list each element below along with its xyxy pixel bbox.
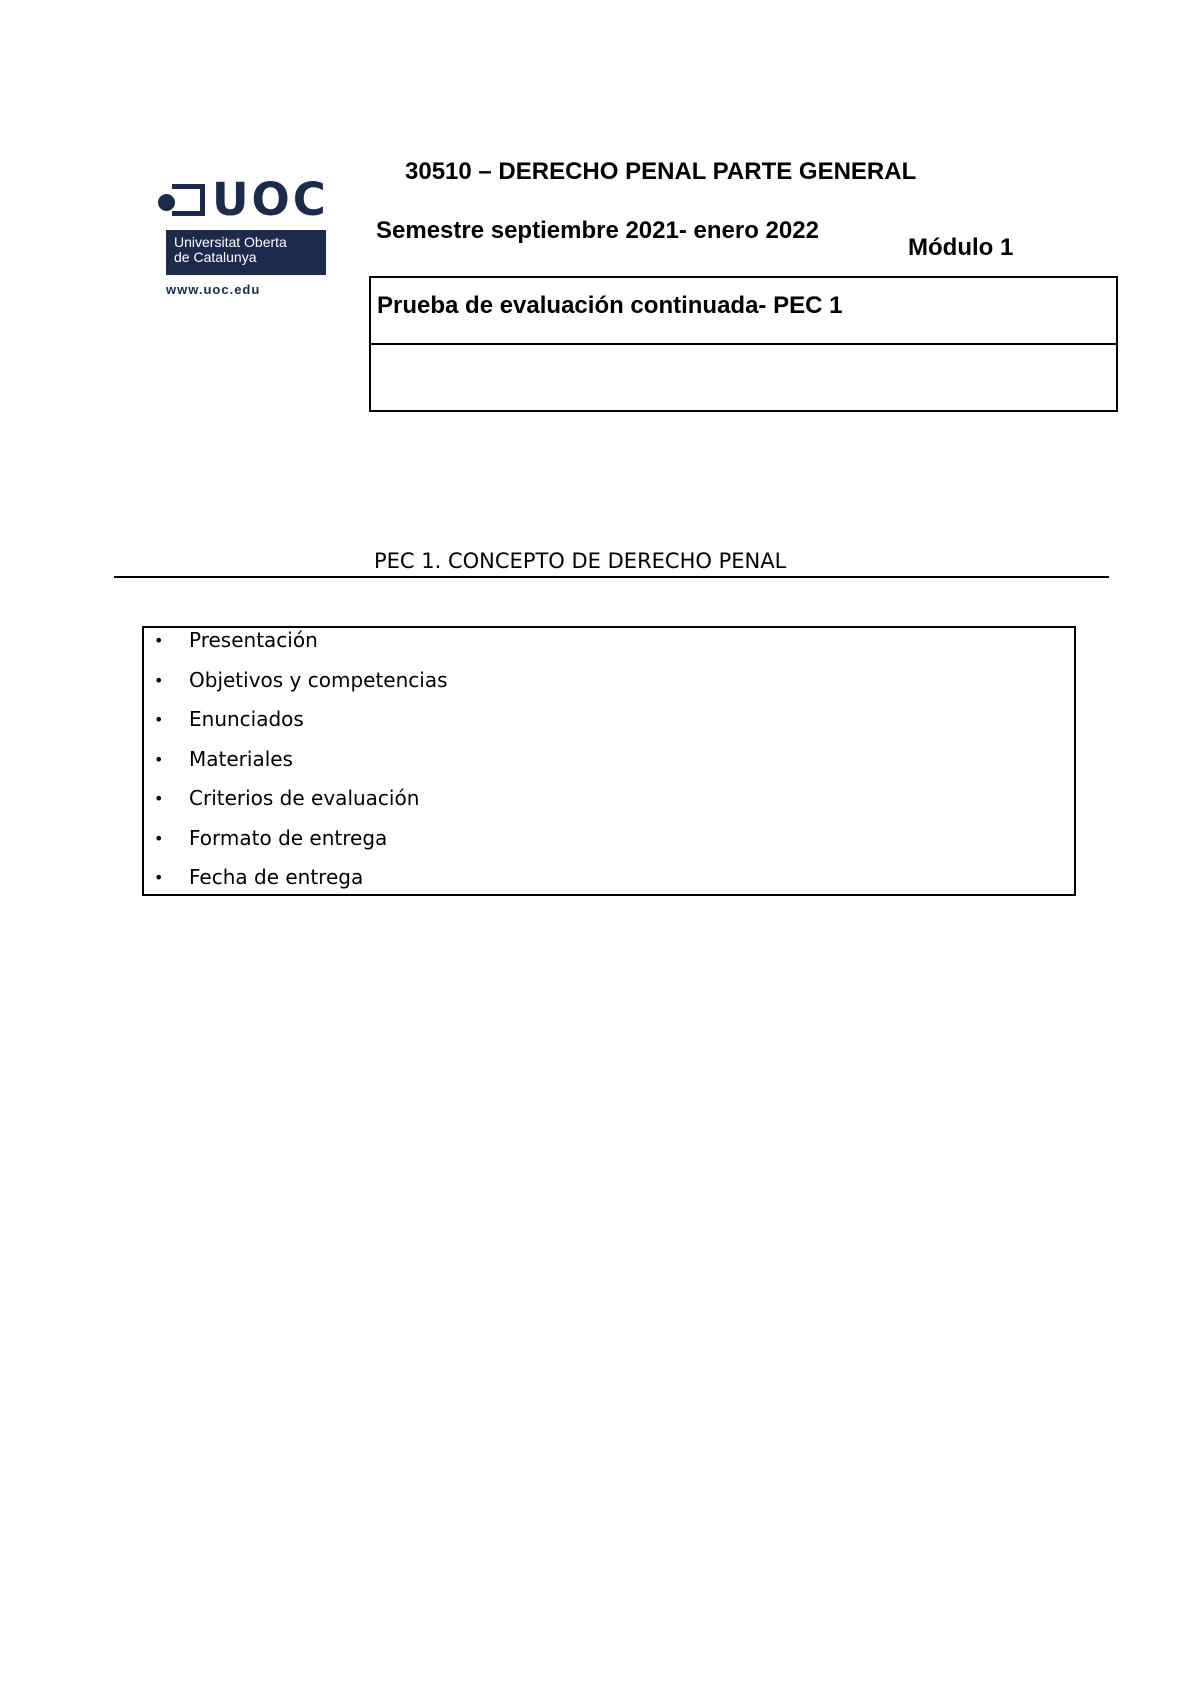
logo-line-2: de Catalunya <box>174 249 257 265</box>
header-box <box>369 276 1118 412</box>
list-item-label: Criterios de evaluación <box>189 786 420 810</box>
logo-band <box>166 230 326 275</box>
course-title: 30510 – DERECHO PENAL PARTE GENERAL <box>405 158 917 185</box>
list-item-label: Materiales <box>189 746 293 771</box>
bullet-icon: • <box>154 631 164 650</box>
section-heading: PEC 1. CONCEPTO DE DERECHO PENAL <box>374 549 787 573</box>
bullet-icon: • <box>154 710 164 729</box>
logo-url: www.uoc.edu <box>166 282 261 297</box>
bullet-icon: • <box>154 789 164 808</box>
bullet-icon: • <box>154 670 164 690</box>
header-divider <box>371 343 1116 345</box>
module-label: Módulo 1 <box>908 234 1014 261</box>
list-item-label: Fecha de entrega <box>189 865 364 889</box>
logo-line-1: Universitat Oberta <box>174 234 287 250</box>
list-item-label: Objetivos y competencias <box>189 667 448 692</box>
semester-label: Semestre septiembre 2021- enero 2022 <box>376 217 819 244</box>
logo-bracket-icon <box>172 184 205 216</box>
section-rule <box>114 576 1109 578</box>
list-item-label: Formato de entrega <box>189 825 388 850</box>
list-item-label: Presentación <box>189 628 318 652</box>
bullet-icon: • <box>154 828 164 848</box>
uoc-logo <box>158 173 329 300</box>
contents-box <box>142 626 1076 896</box>
logo-wordmark: UOC <box>212 173 329 226</box>
pec-title: Prueba de evaluación continuada- PEC 1 <box>377 292 843 319</box>
bullet-icon: • <box>154 749 164 769</box>
bullet-icon: • <box>154 868 164 887</box>
list-item-label: Enunciados <box>189 707 304 731</box>
